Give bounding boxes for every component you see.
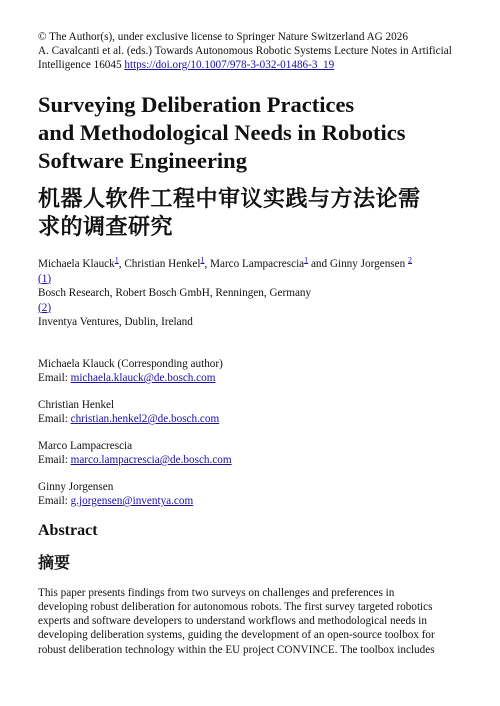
paper-title-zh	[38, 186, 468, 242]
doi-link[interactable]: https://doi.org/10.1007/978-3-032-01486-3_19	[124, 59, 335, 71]
contact-entry	[38, 398, 468, 427]
header-meta	[38, 30, 468, 72]
author-line	[38, 257, 468, 272]
author-name: , Marco Lampacrescia	[204, 258, 305, 270]
abstract-heading: Abstract	[38, 521, 98, 539]
contact-name: Christian Henkel	[38, 398, 115, 411]
contact-list	[38, 357, 468, 509]
author-name: , Christian Henkel	[118, 258, 201, 270]
email-link[interactable]: michaela.klauck@de.bosch.com	[70, 372, 216, 384]
paper-page	[38, 30, 468, 657]
author-name: Michaela Klauck	[38, 258, 115, 270]
contact-name: Marco Lampacrescia	[38, 439, 133, 452]
author-name: and Ginny Jorgensen	[308, 258, 409, 270]
abstract-line: developing robust deliberation for autonomous robots. The first survey targeted robotics	[38, 600, 433, 613]
affiliation-2: Inventya Ventures, Dublin, Ireland	[38, 316, 193, 328]
title-zh-line-2: 求的调查研究	[38, 215, 174, 240]
affiliation-anchor-2[interactable]: (2)	[38, 301, 52, 314]
title-line-2: and Methodological Needs in Robotics	[38, 120, 406, 145]
contact-name: Ginny Jorgensen	[38, 480, 114, 493]
affiliation-ref[interactable]: 2	[408, 255, 413, 265]
author-list	[38, 257, 468, 330]
abstract-line: experts and software developers to understand workflows and methodological needs in	[38, 615, 427, 628]
email-link[interactable]: g.jorgensen@inventya.com	[70, 495, 194, 507]
email-label: Email:	[38, 372, 71, 384]
citation-line	[38, 44, 468, 72]
paper-title	[38, 91, 468, 175]
contact-entry	[38, 480, 468, 509]
abstract-heading-zh: 摘要	[38, 552, 71, 572]
title-line-3: Software Engineering	[38, 148, 247, 173]
email-label: Email:	[38, 454, 71, 466]
affiliation-anchor-1[interactable]: (1)	[38, 272, 52, 285]
title-line-1: Surveying Deliberation Practices	[38, 92, 355, 117]
abstract-line: developing deliberation systems, guiding the development of an open-source toolbox for	[38, 629, 435, 642]
email-link[interactable]: marco.lampacrescia@de.bosch.com	[70, 454, 232, 466]
email-label: Email:	[38, 413, 71, 425]
affiliation-ref[interactable]: 1	[114, 255, 119, 265]
abstract-line: This paper presents findings from two surveys on challenges and preferences in	[38, 586, 395, 599]
contact-name: Michaela Klauck (Corresponding author)	[38, 357, 223, 370]
title-zh-line-1: 机器人软件工程中审议实践与方法论需	[38, 187, 421, 212]
email-label: Email:	[38, 495, 71, 507]
affiliation-1: Bosch Research, Robert Bosch GmbH, Renningen, Germany	[38, 287, 312, 299]
citation-text: A. Cavalcanti et al. (eds.) Towards Autonomous Robotic Systems Lecture Notes in Artificial Intelligence 16045	[38, 45, 452, 71]
abstract-body	[38, 586, 468, 657]
affiliation-ref[interactable]: 1	[304, 255, 309, 265]
copyright-line: © The Author(s), under exclusive license to Springer Nature Switzerland AG 2026	[38, 31, 408, 43]
contact-entry	[38, 357, 468, 386]
contact-entry	[38, 439, 468, 468]
affiliation-ref[interactable]: 1	[200, 255, 205, 265]
email-link[interactable]: christian.henkel2@de.bosch.com	[70, 413, 220, 425]
abstract-line: robust deliberation technology within the EU project CONVINCE. The toolbox includes	[38, 643, 435, 656]
